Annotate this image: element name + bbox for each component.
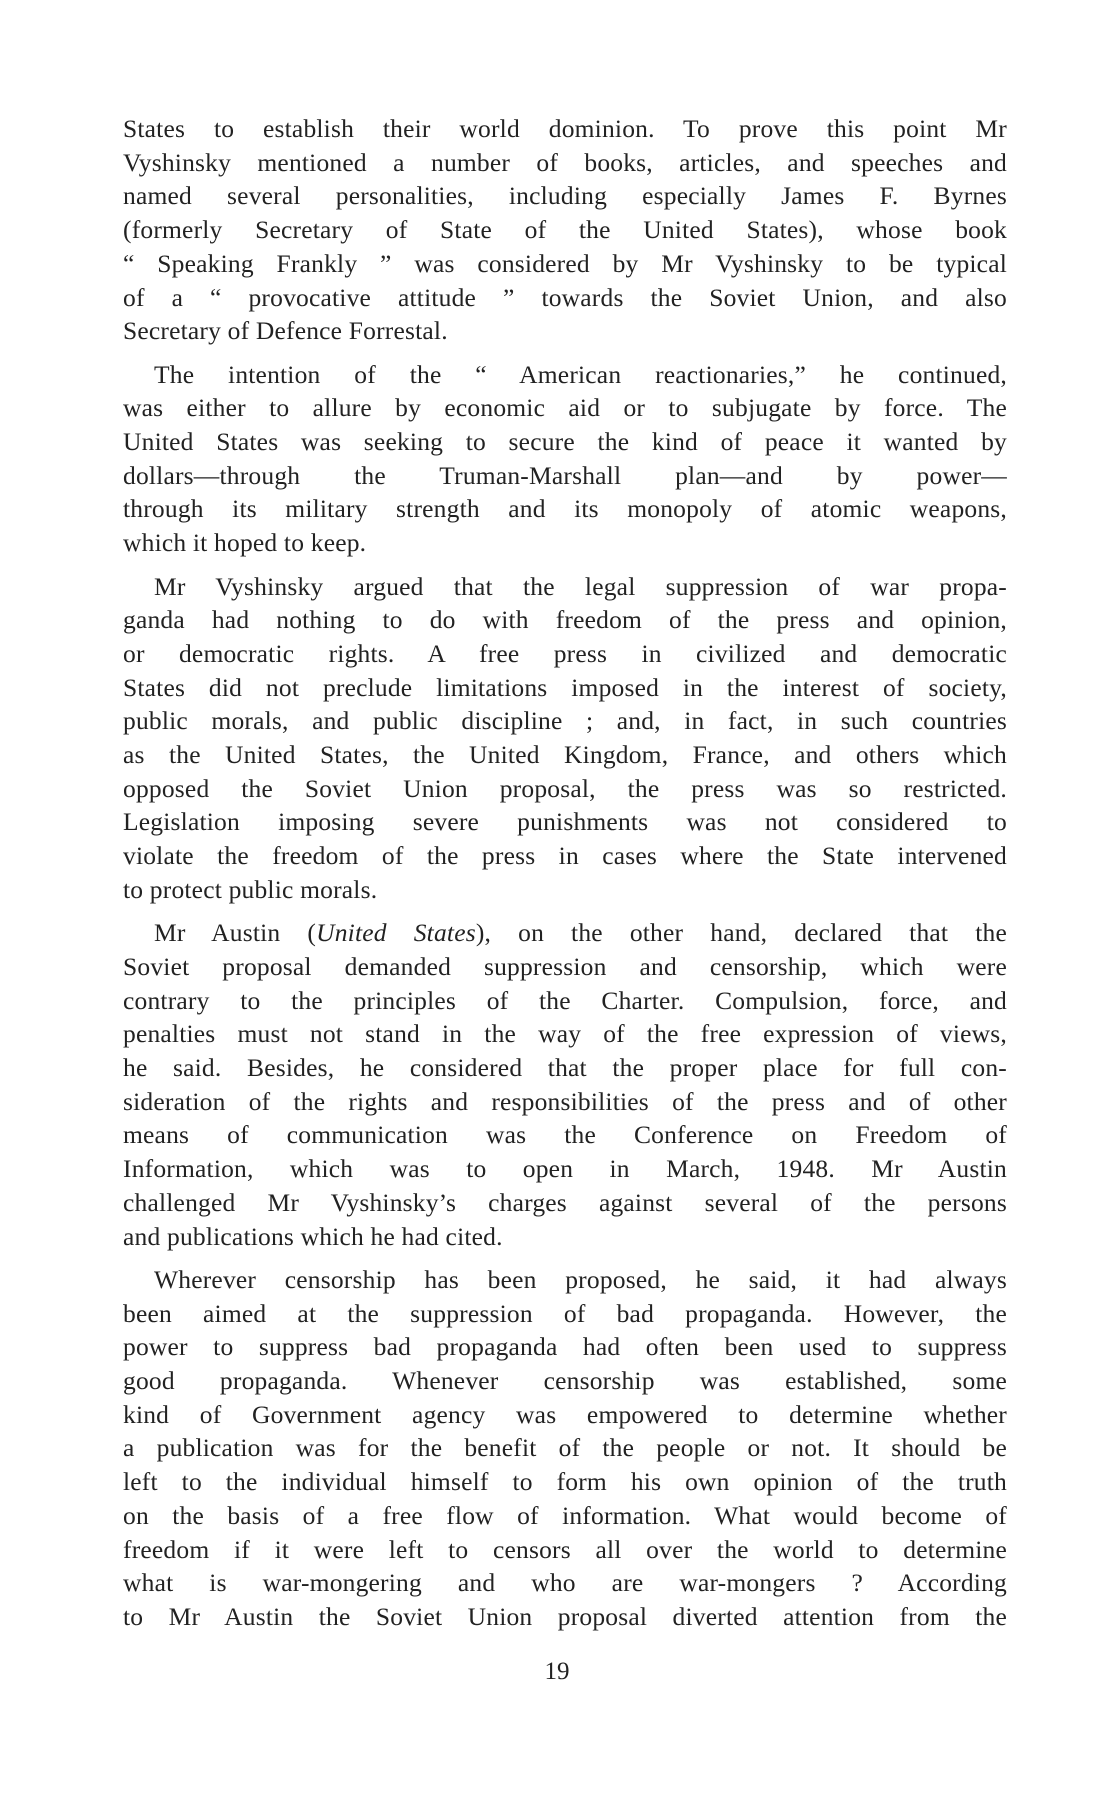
text-segment: ganda had nothing to do with freedom of the press and opinion,	[123, 605, 1007, 635]
text-line	[123, 1499, 1007, 1533]
text-line	[123, 1186, 1007, 1220]
text-line	[123, 1297, 1007, 1331]
text-segment: Mr Vyshinsky argued that the legal suppression of war propa-	[154, 571, 1007, 601]
text-line	[123, 492, 1007, 526]
text-segment: Legislation imposing severe punishments was not considered to	[123, 807, 1007, 837]
page-number: 19	[544, 1658, 570, 1685]
text-segment: to Mr Austin the Soviet Union proposal diverted attention from the	[123, 1601, 1007, 1631]
text-segment: left to the individual himself to form his own opinion of the truth	[123, 1467, 1007, 1497]
text-line	[123, 1118, 1007, 1152]
text-line	[123, 1263, 1007, 1297]
text-line	[123, 738, 1007, 772]
text-line	[123, 1364, 1007, 1398]
text-segment: or democratic rights. A free press in civilized and democratic	[123, 638, 1007, 668]
text-line	[123, 1465, 1007, 1499]
text-segment: freedom if it were left to censors all over the world to determine	[123, 1534, 1007, 1564]
text-line	[123, 281, 1007, 315]
text-line	[123, 1017, 1007, 1051]
text-line	[123, 1330, 1007, 1364]
text-line	[123, 1398, 1007, 1432]
text-line	[123, 459, 1007, 493]
text-segment: a publication was for the benefit of the people or not. It should be	[123, 1433, 1007, 1463]
text-segment: The intention of the “ American reactionaries,” he continued,	[154, 359, 1007, 389]
text-line	[123, 526, 1007, 560]
text-segment: been aimed at the suppression of bad propaganda. However, the	[123, 1298, 1007, 1328]
text-line	[123, 839, 1007, 873]
text-line	[123, 916, 1007, 950]
text-segment: challenged Mr Vyshinsky’s charges against several of the persons	[123, 1187, 1007, 1217]
text-segment: Information, which was to open in March, 1948. Mr Austin	[123, 1154, 1007, 1184]
text-line	[123, 1085, 1007, 1119]
text-line	[123, 1533, 1007, 1567]
paragraph	[123, 358, 1007, 560]
text-segment: of a “ provocative attitude ” towards the Soviet Union, and also	[123, 282, 1007, 312]
text-segment: through its military strength and its monopoly of atomic weapons,	[123, 494, 1007, 524]
text-segment: power to suppress bad propaganda had often been used to suppress	[123, 1332, 1007, 1362]
text-line	[123, 1566, 1007, 1600]
text-line	[123, 213, 1007, 247]
text-line	[123, 704, 1007, 738]
text-segment: was either to allure by economic aid or to subjugate by force. The	[123, 393, 1007, 423]
text-segment: Vyshinsky mentioned a number of books, articles, and speeches and	[123, 147, 1007, 177]
paragraph	[123, 916, 1007, 1253]
text-line	[123, 1152, 1007, 1186]
text-segment: ), on the other hand, declared that the	[475, 918, 1007, 948]
paragraph	[123, 1263, 1007, 1634]
text-segment: opposed the Soviet Union proposal, the press was so restricted.	[123, 773, 1007, 803]
text-line	[123, 146, 1007, 180]
text-segment: named several personalities, including especially James F. Byrnes	[123, 181, 1007, 211]
text-line	[123, 391, 1007, 425]
text-segment: which it hoped to keep.	[123, 528, 367, 558]
text-segment: to protect public morals.	[123, 874, 378, 904]
text-line	[123, 425, 1007, 459]
text-line	[123, 314, 1007, 348]
body-text	[123, 112, 1007, 1643]
text-segment: and publications which he had cited.	[123, 1221, 503, 1251]
text-segment: means of communication was the Conference on Freedom of	[123, 1120, 1007, 1150]
text-line	[123, 247, 1007, 281]
text-segment: United States was seeking to secure the kind of peace it wanted by	[123, 427, 1007, 457]
text-segment: Mr Austin (	[154, 918, 317, 948]
text-line	[123, 570, 1007, 604]
text-line	[123, 1220, 1007, 1254]
text-line	[123, 671, 1007, 705]
text-segment: public morals, and public discipline ; and, in fact, in such countries	[123, 706, 1007, 736]
text-line	[123, 950, 1007, 984]
italic-text: United States	[316, 918, 476, 948]
text-line	[123, 772, 1007, 806]
text-segment: contrary to the principles of the Charter. Compulsion, force, and	[123, 985, 1007, 1015]
text-line	[123, 637, 1007, 671]
paragraph	[123, 112, 1007, 348]
text-line	[123, 1431, 1007, 1465]
text-segment: “ Speaking Frankly ” was considered by Mr Vyshinsky to be typical	[123, 248, 1007, 278]
text-segment: penalties must not stand in the way of the free expression of views,	[123, 1019, 1007, 1049]
text-segment: (formerly Secretary of State of the United States), whose book	[123, 215, 1007, 245]
text-line	[123, 1051, 1007, 1085]
text-line	[123, 603, 1007, 637]
text-line	[123, 358, 1007, 392]
text-segment: States did not preclude limitations imposed in the interest of society,	[123, 672, 1007, 702]
text-segment: States to establish their world dominion. To prove this point Mr	[123, 114, 1007, 143]
text-segment: as the United States, the United Kingdom, France, and others which	[123, 740, 1007, 770]
text-line	[123, 112, 1007, 146]
text-segment: Soviet proposal demanded suppression and censorship, which were	[123, 951, 1007, 981]
text-segment: kind of Government agency was empowered to determine whether	[123, 1399, 1007, 1429]
paragraph	[123, 570, 1007, 907]
text-segment: what is war-mongering and who are war-mongers ? According	[123, 1568, 1007, 1598]
text-segment: good propaganda. Whenever censorship was established, some	[123, 1366, 1007, 1396]
text-line	[123, 984, 1007, 1018]
text-line	[123, 179, 1007, 213]
text-segment: sideration of the rights and responsibilities of the press and of other	[123, 1086, 1007, 1116]
text-segment: Secretary of Defence Forrestal.	[123, 316, 448, 346]
text-segment: Wherever censorship has been proposed, he said, it had always	[154, 1264, 1007, 1294]
text-line	[123, 873, 1007, 907]
text-line	[123, 805, 1007, 839]
text-segment: he said. Besides, he considered that the proper place for full con-	[123, 1053, 1007, 1083]
text-segment: on the basis of a free flow of information. What would become of	[123, 1500, 1007, 1530]
text-segment: violate the freedom of the press in cases where the State intervened	[123, 841, 1007, 871]
text-segment: dollars—through the Truman-Marshall plan—and by power—	[123, 460, 1007, 490]
text-line	[123, 1600, 1007, 1634]
